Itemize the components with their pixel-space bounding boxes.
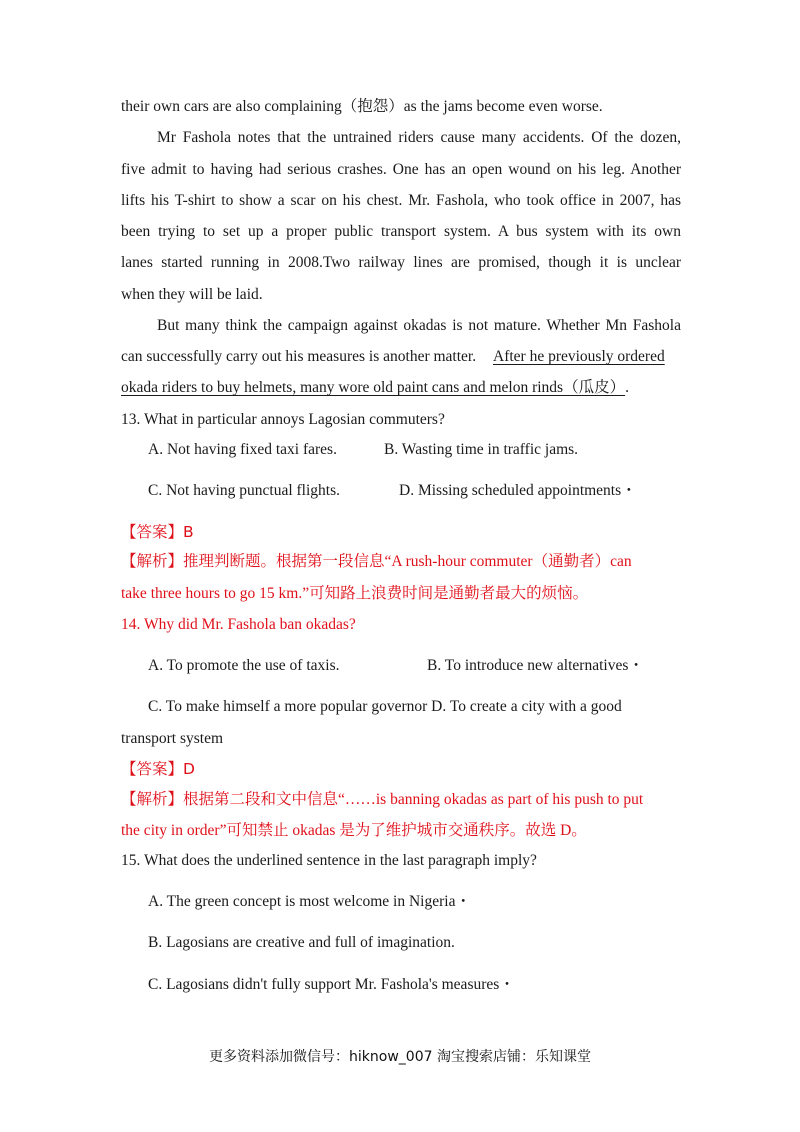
q14-option-b: B. To introduce new alternatives・ (427, 657, 644, 674)
q13-option-b: B. Wasting time in traffic jams. (384, 441, 579, 458)
q13-option-a: A. Not having fixed taxi fares. (148, 441, 337, 458)
passage-p3-line-3 (121, 378, 681, 398)
q13-analysis-line-1: 【解析】推理判断题。根据第一段信息“A rush-hour commuter（通勤者）can (121, 553, 632, 570)
q14-analysis-line-1: 【解析】根据第二段和文中信息“……is banning okadas as part of his push to put (121, 791, 644, 808)
underlined-sentence-part-2: okada riders to buy helmets, many wore old paint cans and melon rinds（瓜皮） (121, 379, 626, 396)
q15-option-a: A. The green concept is most welcome in Nigeria・ (148, 893, 471, 910)
question-15: 15. What does the underlined sentence in the last paragraph imply? (121, 852, 537, 869)
q13-option-c: C. Not having punctual flights. (148, 482, 341, 499)
question-13: 13. What in particular annoys Lagosian commuters? (121, 411, 445, 428)
passage-p2-line-2: five admit to having had serious crashes. One has an open wound on his leg. Another (121, 161, 681, 178)
passage-p2-line-4: been trying to set up a proper public transport system. A bus system with its own (121, 223, 681, 240)
q14-option-d-continued: transport system (121, 730, 224, 747)
q13-option-d: D. Missing scheduled appointments・ (399, 482, 637, 499)
underlined-sentence-part-1: After he previously ordered (493, 348, 665, 365)
passage-p2-line-3: lifts his T-shirt to show a scar on his chest. Mr. Fashola, who took office in 2007, has (121, 192, 681, 209)
passage-p2-line-1: Mr Fashola notes that the untrained riders cause many accidents. Of the dozen, (157, 129, 681, 146)
page-footer: 更多资料添加微信号：hiknow_007 淘宝搜索店铺：乐知课堂 (209, 1049, 591, 1065)
q14-answer: 【答案】D (121, 760, 195, 778)
passage-p2-line-6: when they will be laid. (121, 286, 263, 303)
sentence-period: . (625, 379, 629, 396)
question-14: 14. Why did Mr. Fashola ban okadas? (121, 616, 356, 633)
passage-p2-line-5: lanes started running in 2008.Two railway lines are promised, though it is unclear (121, 254, 681, 271)
q14-analysis-line-2: the city in order”可知禁止 okadas 是为了维护城市交通秩序。故选 D。 (121, 822, 587, 839)
q13-answer: 【答案】B (121, 523, 194, 541)
passage-line-1: their own cars are also complaining（抱怨）as the jams become even worse. (121, 98, 603, 115)
passage-p3-plain-text: can successfully carry out his measures is another matter. (121, 348, 477, 365)
q14-option-a: A. To promote the use of taxis. (148, 657, 340, 674)
q14-options-c-d: C. To make himself a more popular governor D. To create a city with a good (148, 698, 622, 715)
q15-option-b: B. Lagosians are creative and full of imagination. (148, 934, 455, 951)
passage-p3-line-1: But many think the campaign against okadas is not mature. Whether Mn Fashola (157, 317, 681, 334)
passage-p3-line-2 (121, 347, 681, 367)
q13-analysis-line-2: take three hours to go 15 km.”可知路上浪费时间是通勤者最大的烦恼。 (121, 585, 589, 602)
q15-option-c: C. Lagosians didn't fully support Mr. Fashola's measures・ (148, 976, 515, 993)
